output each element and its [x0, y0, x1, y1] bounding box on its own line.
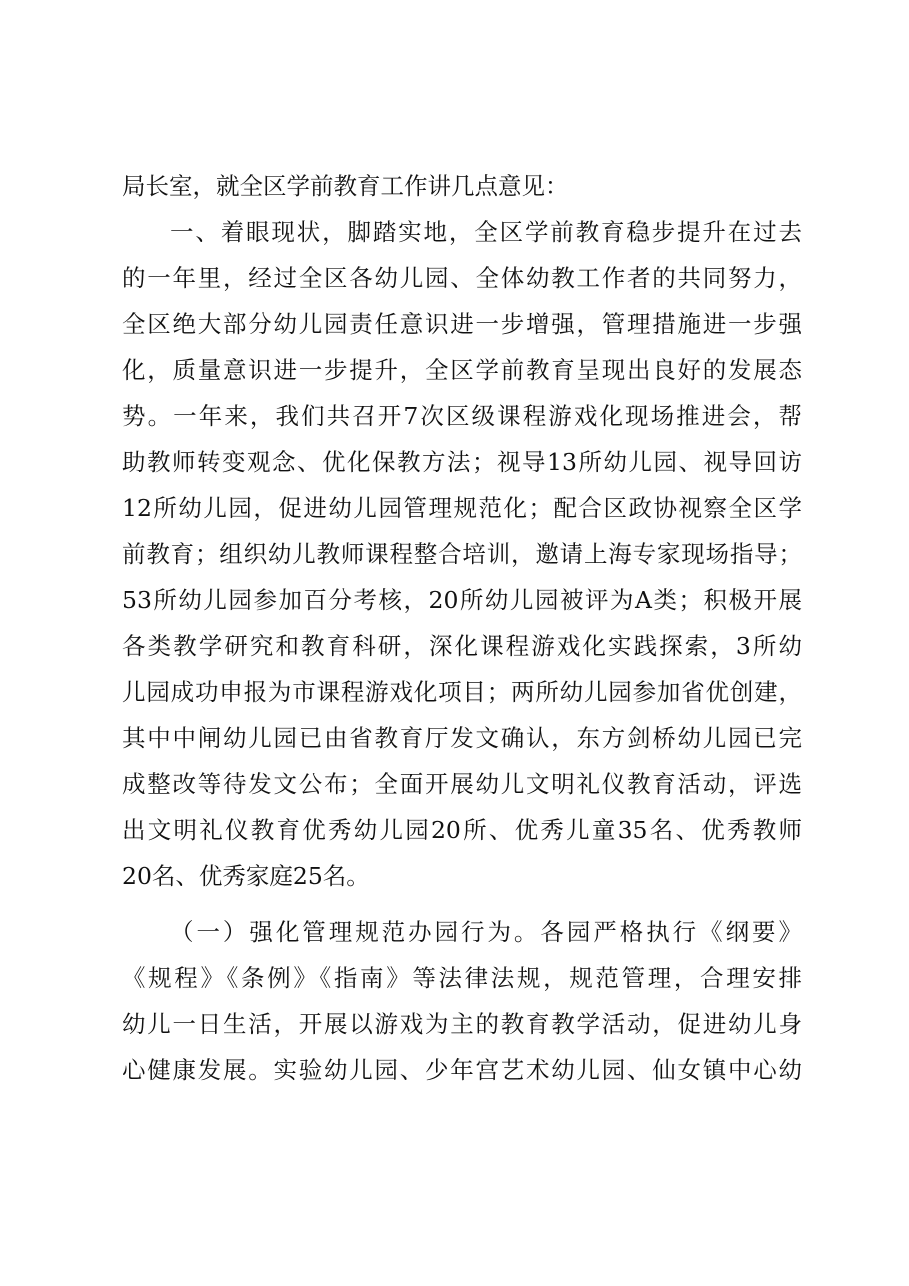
text-line-8: 12所幼儿园，促进幼儿园管理规范化；配合区政协视察全区学 — [122, 494, 802, 522]
text-line-11: 各类教学研究和教育科研，深化课程游戏化实践探索，3所幼 — [122, 632, 802, 660]
text-line-7: 助教师转变观念、优化保教方法；视导13所幼儿园、视导回访 — [122, 448, 802, 476]
text-line-3: 的一年里，经过全区各幼儿园、全体幼教工作者的共同努力， — [122, 264, 802, 292]
text-line-4: 全区绝大部分幼儿园责任意识进一步增强，管理措施进一步强 — [122, 310, 802, 338]
text-line-15: 出文明礼仪教育优秀幼儿园20所、优秀儿童35名、优秀教师 — [122, 816, 802, 844]
text-line-1: 局长室，就全区学前教育工作讲几点意见： — [122, 172, 569, 200]
text-line-19: 幼儿一日生活，开展以游戏为主的教育教学活动，促进幼儿身 — [122, 1010, 802, 1038]
text-line-5: 化，质量意识进一步提升，全区学前教育呈现出良好的发展态 — [122, 356, 802, 384]
text-line-18: 《规程》《条例》《指南》等法律法规，规范管理，合理安排 — [122, 964, 802, 992]
text-line-9: 前教育；组织幼儿教师课程整合培训，邀请上海专家现场指导； — [122, 540, 802, 568]
text-line-2: 一、着眼现状，脚踏实地，全区学前教育稳步提升在过去 — [170, 218, 802, 246]
text-line-17: （一）强化管理规范办园行为。各园严格执行《纲要》 — [170, 918, 802, 946]
text-line-12: 儿园成功申报为市课程游戏化项目；两所幼儿园参加省优创建， — [122, 678, 802, 706]
text-line-20: 心健康发展。实验幼儿园、少年宫艺术幼儿园、仙女镇中心幼 — [122, 1056, 802, 1084]
text-line-13: 其中中闸幼儿园已由省教育厅发文确认，东方剑桥幼儿园已完 — [122, 724, 802, 752]
text-line-10: 53所幼儿园参加百分考核，20所幼儿园被评为A类；积极开展 — [122, 586, 802, 614]
text-line-14: 成整改等待发文公布；全面开展幼儿文明礼仪教育活动，评选 — [122, 770, 802, 798]
text-line-6: 势。一年来，我们共召开7次区级课程游戏化现场推进会，帮 — [122, 402, 802, 430]
text-line-16: 20名、优秀家庭25名。 — [122, 862, 370, 890]
